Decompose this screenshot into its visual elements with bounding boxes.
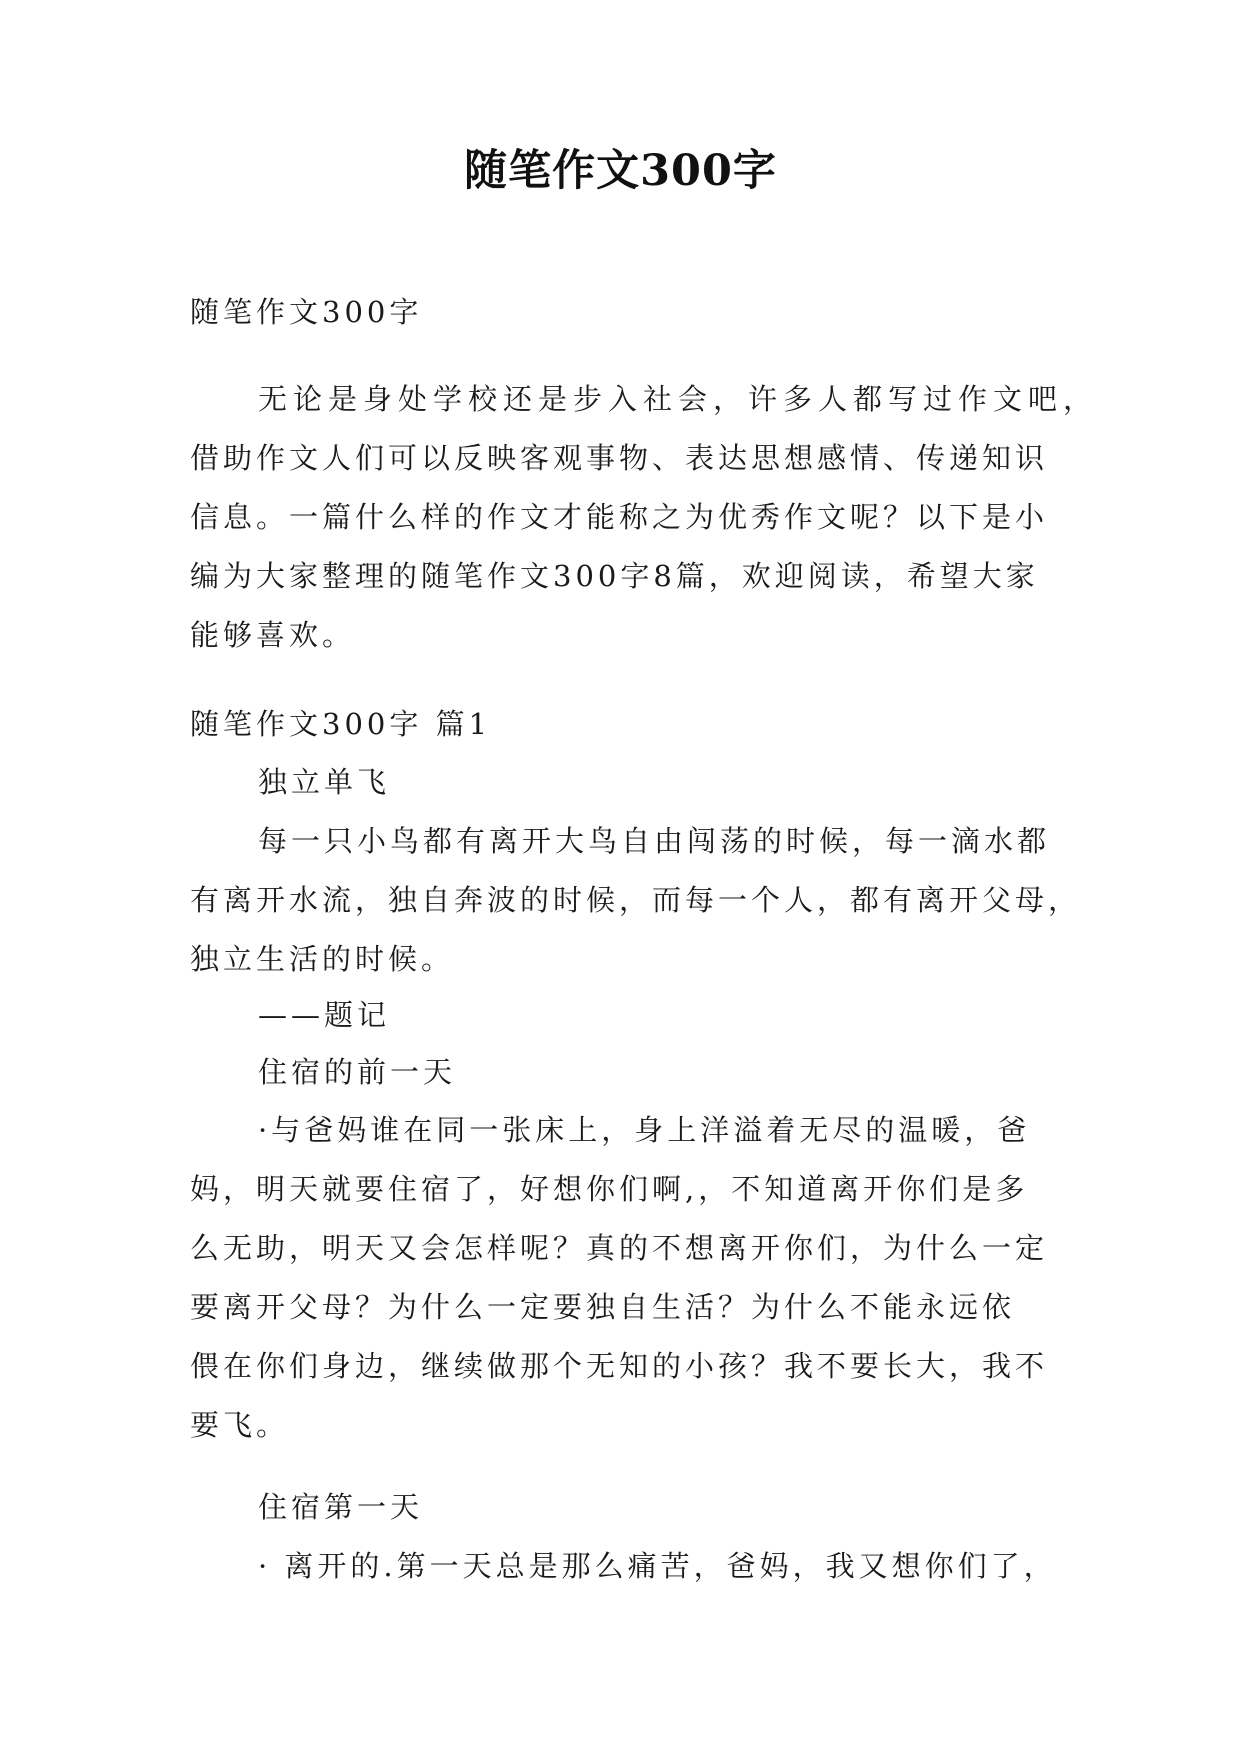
text-line: 能够喜欢。: [190, 618, 356, 652]
section-heading: 随笔作文300字 篇1: [190, 707, 492, 741]
section-heading-1: [190, 695, 1060, 754]
essay-heading: [190, 753, 1060, 812]
subheading-first-day: [190, 1478, 1060, 1537]
text-line: 编为大家整理的随笔作文300字8篇，欢迎阅读，希望大家: [190, 559, 1039, 593]
text-line: 信息。一篇什么样的作文才能称之为优秀作文呢？以下是小: [190, 500, 1049, 534]
epigraph-paragraph: [190, 812, 1082, 989]
subheading: 住宿第一天: [258, 1490, 424, 1524]
text-line: 有离开水流，独自奔波的时候，而每一个人，都有离开父母，: [190, 883, 1082, 917]
epigraph-label: ——题记: [258, 998, 391, 1032]
document-subtitle: 随笔作文300字: [190, 295, 423, 329]
text-line: 每一只小鸟都有离开大鸟自由闯荡的时候，每一滴水都: [258, 824, 1051, 858]
subheading-day-before: [190, 1043, 1060, 1102]
text-line: 么无助，明天又会怎样呢？真的不想离开你们，为什么一定: [190, 1231, 1049, 1265]
subheading: 住宿的前一天: [258, 1055, 457, 1089]
text-line: · 离开的.第一天总是那么痛苦，爸妈，我又想你们了，: [258, 1549, 1057, 1583]
essay-title: 独立单飞: [258, 765, 391, 799]
text-line: 借助作文人们可以反映客观事物、表达思想感情、传递知识: [190, 441, 1049, 475]
text-line: 要飞。: [190, 1408, 290, 1442]
text-line: 独立生活的时候。: [190, 942, 455, 976]
day-before-paragraph: [190, 1101, 1060, 1455]
first-day-paragraph: [190, 1537, 1060, 1596]
document-title: 随笔作文300字: [464, 146, 777, 196]
epigraph-signature: [190, 986, 1060, 1045]
text-line: 偎在你们身边，继续做那个无知的小孩？我不要长大，我不: [190, 1349, 1049, 1383]
text-line: 要离开父母？为什么一定要独自生活？为什么不能永远依: [190, 1290, 1016, 1324]
intro-paragraph: [190, 370, 1099, 665]
text-line: 妈，明天就要住宿了，好想你们啊,，不知道离开你们是多: [190, 1172, 1029, 1206]
text-line: ·与爸妈谁在同一张床上，身上洋溢着无尽的温暖，爸: [258, 1113, 1031, 1147]
text-line: 无论是身处学校还是步入社会，许多人都写过作文吧，: [258, 382, 1099, 416]
